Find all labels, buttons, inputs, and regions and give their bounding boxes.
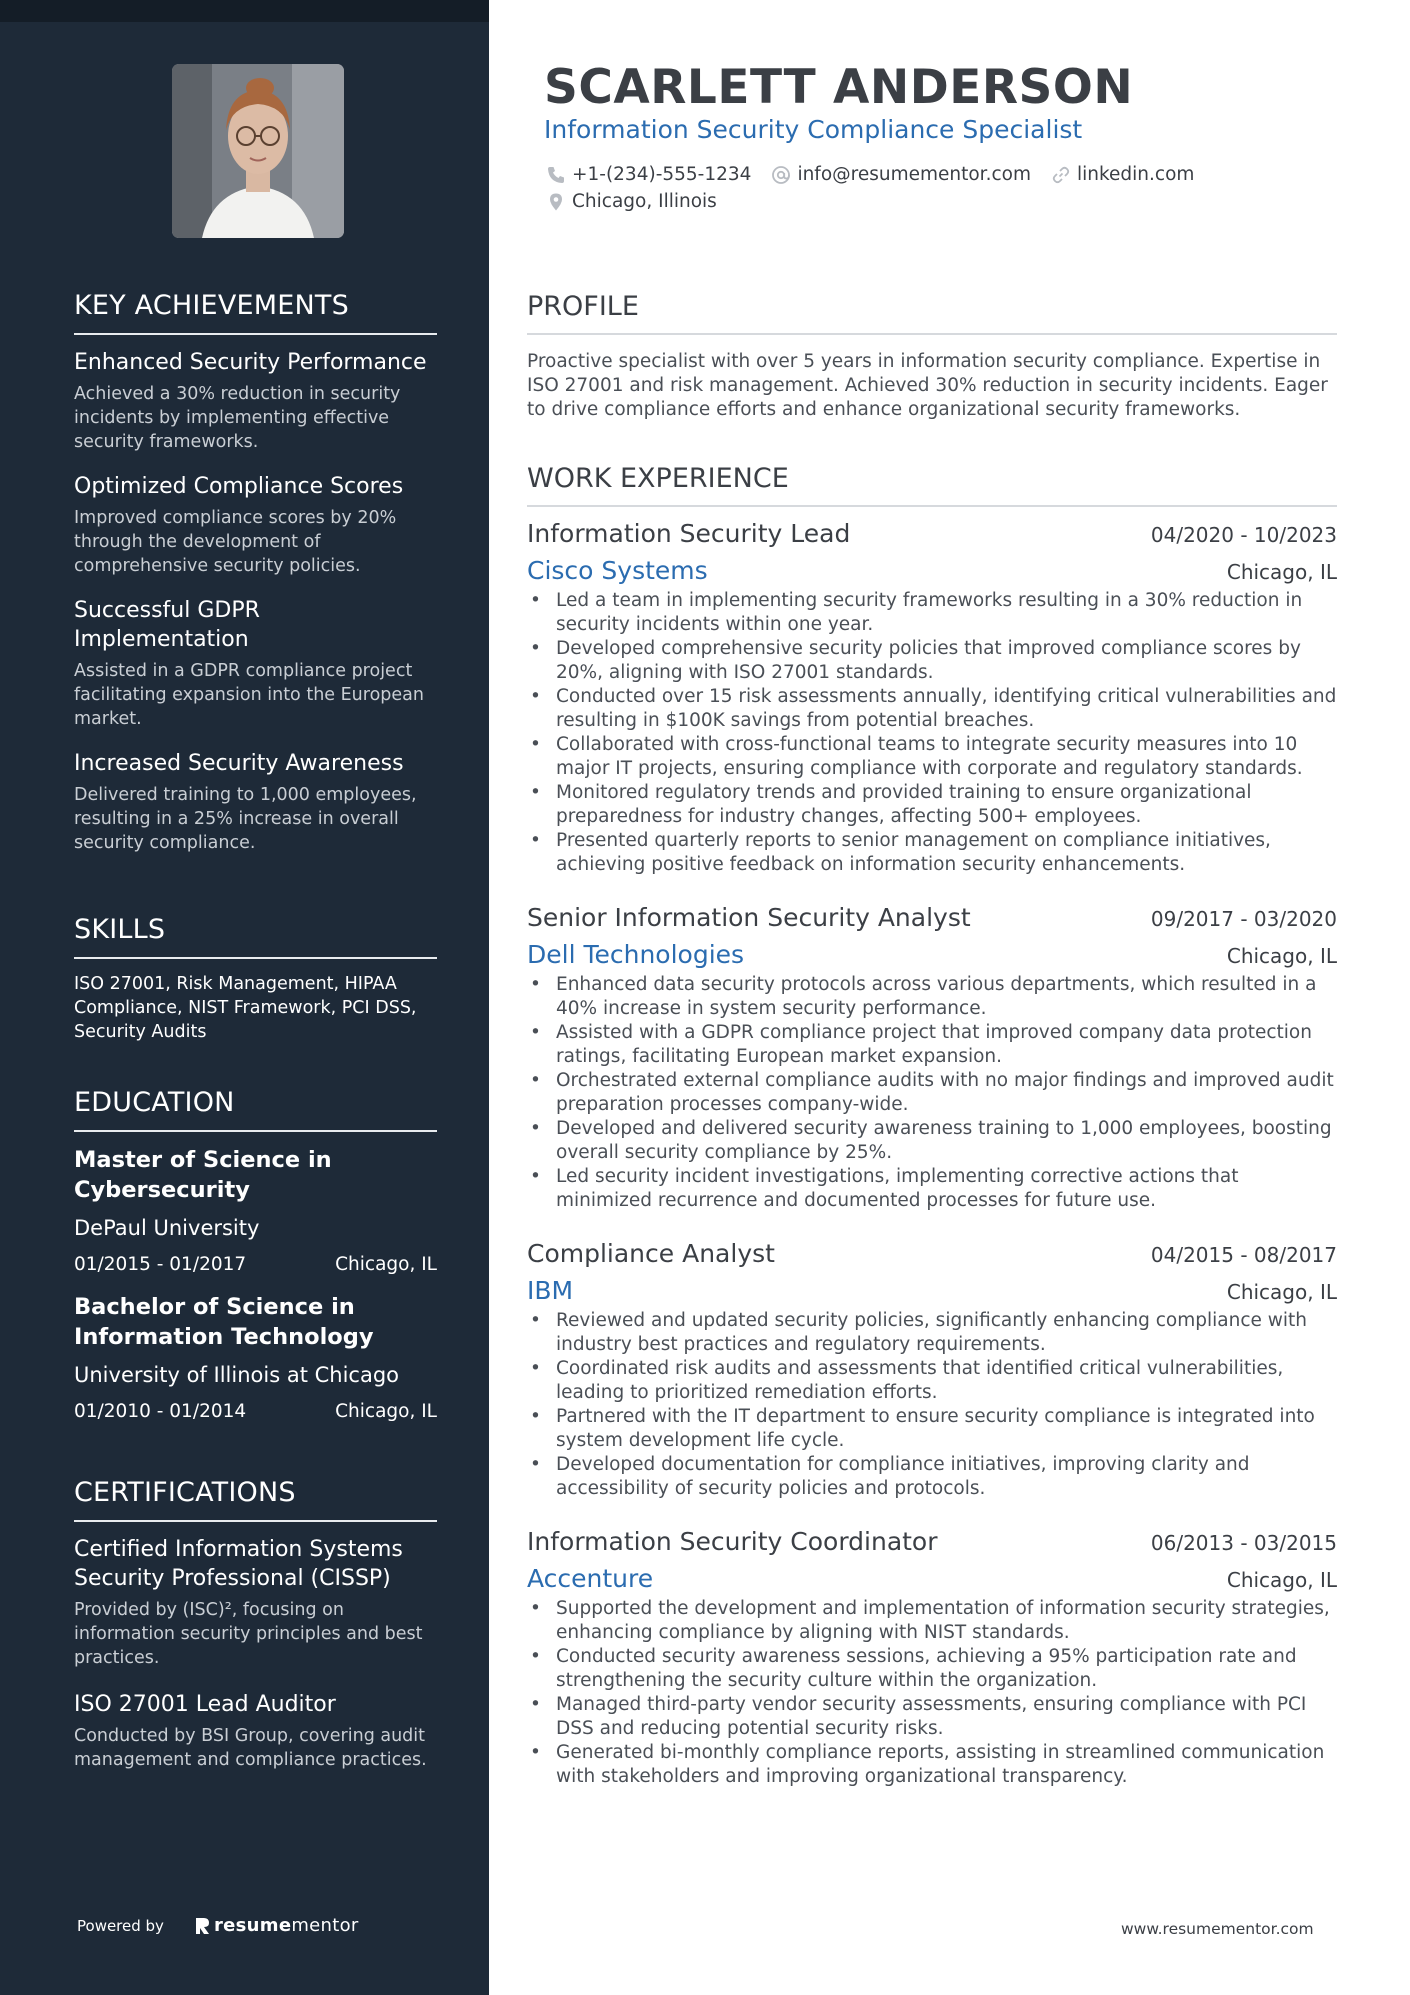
job-dates: 04/2020 - 10/2023 (1150, 523, 1337, 547)
education-location: Chicago, IL (335, 1401, 437, 1422)
contact-location (546, 191, 717, 212)
candidate-role: Information Security Compliance Specialist (544, 115, 1083, 144)
education-dates: 01/2015 - 01/2017 (74, 1254, 247, 1275)
resumementor-logo-icon (194, 1916, 210, 1936)
education-school: DePaul University (74, 1216, 260, 1240)
candidate-name: SCARLETT ANDERSON (544, 60, 1134, 115)
education-location: Chicago, IL (335, 1254, 437, 1275)
job-location: Chicago, IL (1226, 1568, 1337, 1592)
achievement-desc: Improved compliance scores by 20% through the development of comprehensive security policies. (74, 508, 397, 576)
profile-heading: PROFILE (527, 291, 1337, 335)
job-bullet: • Led security incident investigations, implementing corrective actions that minimized recurrence and documented processes for future use. (527, 1165, 1337, 1213)
job-entry (527, 519, 1337, 877)
education-degree: Master of Science in Cybersecurity (74, 1147, 332, 1203)
achievement-item (74, 472, 437, 578)
achievement-desc: Delivered training to 1,000 employees, resulting in a 25% increase in overall security compliance. (74, 785, 417, 853)
job-bullet: • Conducted over 15 risk assessments annually, identifying critical vulnerabilities and resulting in $100K savings from potential breaches. (527, 685, 1337, 733)
job-bullet: • Partnered with the IT department to ensure security compliance is integrated into system development life cycle. (527, 1405, 1337, 1453)
brand-bold: resume (213, 1915, 292, 1936)
education-item (74, 1145, 437, 1278)
certification-item (74, 1690, 437, 1772)
job-company: Dell Technologies (527, 940, 745, 969)
achievement-desc: Achieved a 30% reduction in security incidents by implementing effective security frameworks. (74, 384, 401, 452)
job-bullet: • Managed third-party vendor security assessments, ensuring compliance with PCI DSS and reducing potential security risks. (527, 1693, 1337, 1741)
achievement-item (74, 749, 437, 855)
job-bullet: • Enhanced data security protocols across various departments, which resulted in a 40% increase in system security performance. (527, 973, 1337, 1021)
education-degree: Bachelor of Science in Information Technology (74, 1294, 374, 1350)
education-school: University of Illinois at Chicago (74, 1363, 400, 1387)
skills-section (74, 914, 437, 1044)
job-bullet: • Coordinated risk audits and assessments that identified critical vulnerabilities, leading to prioritized remediation efforts. (527, 1357, 1337, 1405)
education-item (74, 1292, 437, 1425)
job-bullet: • Developed and delivered security awareness training to 1,000 employees, boosting overall security compliance by 25%. (527, 1117, 1337, 1165)
job-entry (527, 1527, 1337, 1789)
achievement-title: Enhanced Security Performance (74, 350, 427, 375)
job-bullet: • Presented quarterly reports to senior management on compliance initiatives, achieving positive feedback on information security enhancements. (527, 829, 1337, 877)
job-bullets (527, 1309, 1337, 1501)
achievement-item (74, 348, 437, 454)
job-bullets (527, 589, 1337, 877)
job-company: Accenture (527, 1564, 654, 1593)
job-dates: 06/2013 - 03/2015 (1150, 1531, 1337, 1555)
achievements-heading: KEY ACHIEVEMENTS (74, 290, 437, 335)
education-section (74, 1087, 437, 1439)
certification-desc: Conducted by BSI Group, covering audit management and compliance practices. (74, 1726, 427, 1770)
job-bullet: • Supported the development and implementation of information security strategies, enhancing compliance by aligning with NIST standards. (527, 1597, 1337, 1645)
link-icon (1051, 165, 1071, 185)
job-bullet: • Led a team in implementing security frameworks resulting in a 30% reduction in security incidents within one year. (527, 589, 1337, 637)
certification-title: ISO 27001 Lead Auditor (74, 1692, 336, 1717)
achievement-item (74, 596, 437, 731)
job-title: Information Security Coordinator (527, 1527, 938, 1556)
job-bullet: • Reviewed and updated security policies, significantly enhancing compliance with industry best practices and regulatory requirements. (527, 1309, 1337, 1357)
resumementor-logo[interactable] (194, 1915, 359, 1936)
job-bullets (527, 973, 1337, 1213)
achievement-title: Optimized Compliance Scores (74, 474, 404, 499)
job-bullet: • Generated bi-monthly compliance reports, assisting in streamlined communication with stakeholders and improving organizational transparency. (527, 1741, 1337, 1789)
contact-row (546, 164, 1214, 185)
contact-phone[interactable] (546, 164, 751, 185)
job-bullet: • Monitored regulatory trends and provided training to ensure organizational preparedness for industry changes, affecting 500+ employees. (527, 781, 1337, 829)
job-title: Information Security Lead (527, 519, 851, 548)
job-location: Chicago, IL (1226, 560, 1337, 584)
job-bullet: • Developed comprehensive security policies that improved compliance scores by 20%, aligning with ISO 27001 standards. (527, 637, 1337, 685)
job-bullet: • Conducted security awareness sessions, achieving a 95% participation rate and strengthening the security culture within the organization. (527, 1645, 1337, 1693)
job-location: Chicago, IL (1226, 1280, 1337, 1304)
linkedin-text: linkedin.com (1076, 164, 1195, 185)
powered-by (77, 1915, 359, 1936)
certifications-heading: CERTIFICATIONS (74, 1477, 437, 1522)
achievement-title: Increased Security Awareness (74, 751, 404, 776)
skills-heading: SKILLS (74, 914, 437, 959)
certification-desc: Provided by (ISC)², focusing on information security principles and best practices. (74, 1600, 423, 1668)
job-company: Cisco Systems (527, 556, 708, 585)
contact-linkedin[interactable] (1051, 164, 1194, 185)
profile-text: Proactive specialist with over 5 years in information security compliance. Expertise in ISO 27001 and risk management. Achieved 30% reduction in security incidents. Eager to drive compliance efforts and enhance organizational security frameworks. (527, 351, 1328, 420)
job-dates: 09/2017 - 03/2020 (1150, 907, 1337, 931)
at-icon (771, 165, 791, 185)
job-bullet: • Assisted with a GDPR compliance project that improved company data protection ratings, facilitating European market expansion. (527, 1021, 1337, 1069)
brand-light: mentor (291, 1915, 359, 1936)
education-heading: EDUCATION (74, 1087, 437, 1132)
job-title: Senior Information Security Analyst (527, 903, 971, 932)
experience-heading: WORK EXPERIENCE (527, 463, 1337, 507)
job-location: Chicago, IL (1226, 944, 1337, 968)
job-dates: 04/2015 - 08/2017 (1150, 1243, 1337, 1267)
skills-list: ISO 27001, Risk Management, HIPAA Compliance, NIST Framework, PCI DSS, Security Audits (74, 974, 417, 1042)
location-text: Chicago, Illinois (572, 191, 717, 212)
achievements-section (74, 290, 437, 873)
achievement-desc: Assisted in a GDPR compliance project facilitating expansion into the European market. (74, 661, 424, 729)
sidebar-top-bar (0, 0, 489, 22)
job-bullet: • Collaborated with cross-functional teams to integrate security measures into 10 major IT projects, ensuring compliance with corporate and regulatory standards. (527, 733, 1337, 781)
job-entry (527, 903, 1337, 1213)
job-bullet: • Orchestrated external compliance audits with no major findings and improved audit preparation processes company-wide. (527, 1069, 1337, 1117)
job-bullet: • Developed documentation for compliance initiatives, improving clarity and accessibility of security policies and protocols. (527, 1453, 1337, 1501)
map-pin-icon (546, 192, 566, 212)
job-company: IBM (527, 1276, 574, 1305)
certifications-section (74, 1477, 437, 1792)
phone-icon (546, 165, 566, 185)
location-row (546, 191, 737, 212)
certification-title: Certified Information Systems Security Professional (CISSP) (74, 1537, 403, 1591)
education-dates: 01/2010 - 01/2014 (74, 1401, 247, 1422)
footer-website-link[interactable]: www.resumementor.com (1121, 1920, 1314, 1938)
achievement-title: Successful GDPR Implementation (74, 598, 260, 652)
job-title: Compliance Analyst (527, 1239, 775, 1268)
powered-by-label: Powered by (77, 1916, 164, 1935)
sidebar (0, 0, 489, 1995)
email-text: info@resumementor.com (797, 164, 1031, 185)
certification-item (74, 1535, 437, 1670)
profile-photo (172, 64, 344, 238)
job-entry (527, 1239, 1337, 1501)
profile-photo-image (172, 64, 344, 238)
phone-text: +1-(234)-555-1234 (572, 164, 752, 185)
job-bullets (527, 1597, 1337, 1789)
contact-email[interactable] (771, 164, 1031, 185)
